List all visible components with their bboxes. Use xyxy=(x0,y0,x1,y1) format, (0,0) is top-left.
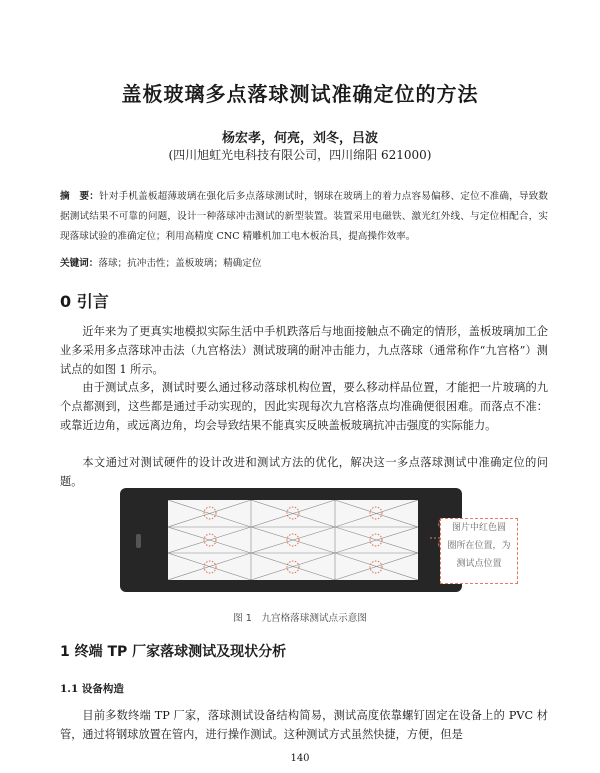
paper-title: 盖板玻璃多点落球测试准确定位的方法 xyxy=(121,82,479,106)
affiliation: (四川旭虹光电科技有限公司，四川绵阳 621000) xyxy=(168,148,432,162)
phone-illustration xyxy=(120,488,462,592)
section-0-heading: 0 引言 xyxy=(60,292,109,311)
subsection-1-1-heading: 1.1 设备构造 xyxy=(60,683,124,695)
keywords-text: 落球；抗冲击性；盖板玻璃；精确定位 xyxy=(98,258,262,269)
page-number: 140 xyxy=(290,753,310,764)
abstract xyxy=(60,187,548,247)
figure-1 xyxy=(100,488,520,598)
callout-line: 圈所在位置，为 xyxy=(447,541,511,551)
test-point xyxy=(287,561,299,573)
abstract-label: 摘 要： xyxy=(60,191,100,202)
keywords xyxy=(60,255,548,269)
section-0-paragraph-2: 由于测试点多，测试时要么通过移动落球机构位置，要么移动样品位置，才能把一片玻璃的九个点都测到，这些都是通过手动实现的，因此实现每次九宫格落点均准确便很困难。而落点不准：或靠近边角，或远离边角，均会导致结果不能真实反映盖板玻璃抗冲击强度的实际能力。 xyxy=(60,381,548,432)
figure-callout xyxy=(440,518,518,584)
section-0-paragraph-1: 近年来为了更真实地模拟实际生活中手机跌落后与地面接触点不确定的情形，盖板玻璃加工企业多采用多点落球冲击法（九宫格法）测试玻璃的耐冲击能力，九点落球（通常称作“九宫格”）测试点的如图 1 所示。 xyxy=(60,325,548,376)
test-point xyxy=(204,507,216,519)
figure-1-caption: 图 1 九宫格落球测试点示意图 xyxy=(233,613,367,624)
abstract-text: 针对手机盖板超薄玻璃在强化后多点落球测试时，钢球在玻璃上的着力点容易偏移、定位不准确，导致数据测试结果不可靠的问题，设计一种落球冲击测试的新型装置。装置采用电磁铁、激光红外线、与定位相配合，实现落球试验的准确定位；利用高精度 CNC 精雕机加工电木板治具，提高操作效率。 xyxy=(60,191,549,242)
callout-line: 图片中红色圆 xyxy=(451,523,506,533)
section-1-paragraph-1: 目前多数终端 TP 厂家，落球测试设备结构简易，测试高度依靠螺钉固定在设备上的 PVC 材管，通过将钢球放置在管内，进行操作测试。这种测试方式虽然快捷，方便，但是 xyxy=(60,709,548,741)
section-0-paragraph-3: 本文通过对测试硬件的设计改进和测试方法的优化，解决这一多点落球测试中准确定位的问题。 xyxy=(60,456,548,488)
test-point xyxy=(287,507,299,519)
author-list: 杨宏孝，何亮，刘冬，吕波 xyxy=(221,131,378,146)
callout-line: 测试点位置 xyxy=(456,559,502,569)
test-point xyxy=(370,507,382,519)
keywords-label: 关键词： xyxy=(60,258,99,269)
section-1-heading: 1 终端 TP 厂家落球测试及现状分析 xyxy=(60,644,287,660)
test-point xyxy=(204,561,216,573)
test-point xyxy=(370,561,382,573)
nine-grid-diagram xyxy=(168,500,418,580)
phone-speaker xyxy=(136,534,141,548)
